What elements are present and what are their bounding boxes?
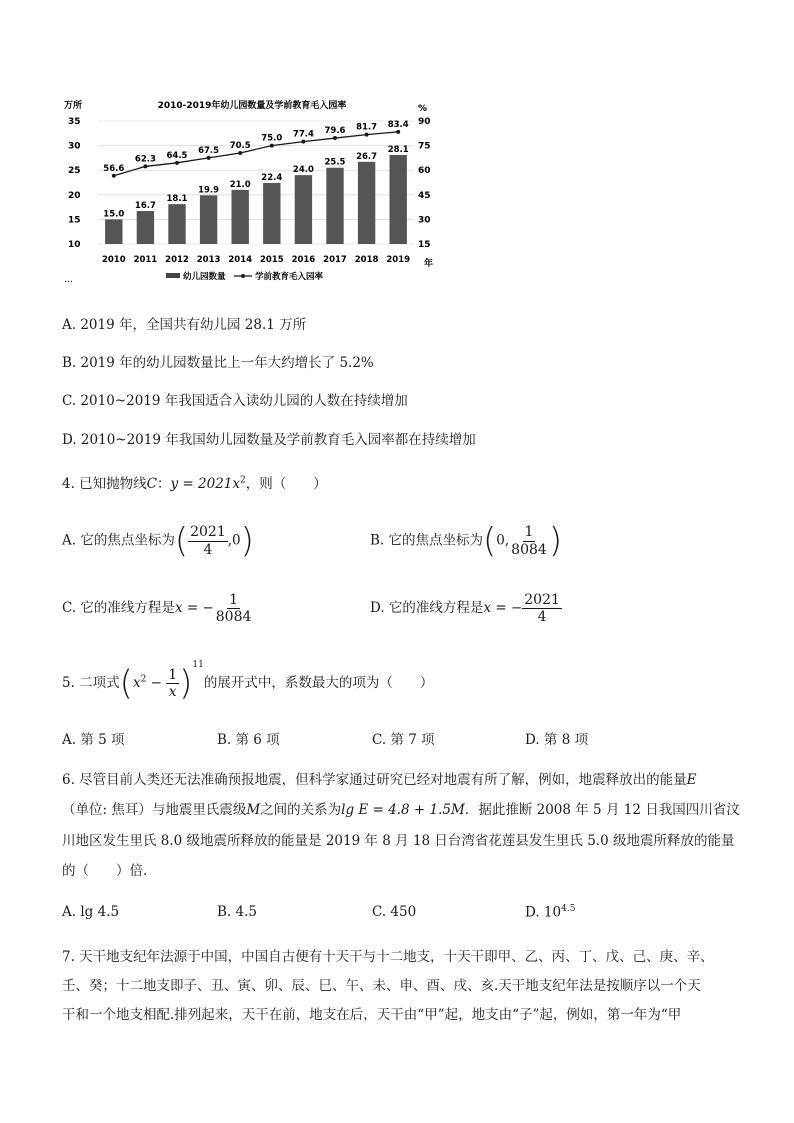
q6-d-base: D. 10 bbox=[525, 904, 562, 921]
q4-exponent: 2 bbox=[240, 475, 246, 486]
bar bbox=[200, 195, 217, 244]
right-tick-label: 30 bbox=[418, 215, 431, 226]
q4-d-fraction bbox=[522, 592, 562, 625]
paren-left: ( bbox=[119, 663, 133, 704]
legend-line-label: 学前教育毛入园率 bbox=[255, 272, 324, 282]
q4-a-denominator: 4 bbox=[203, 541, 213, 558]
q5-power: 11 bbox=[192, 660, 204, 670]
q4-c-numerator: 1 bbox=[229, 592, 239, 608]
line-point bbox=[365, 133, 369, 137]
x-tick-label: 2011 bbox=[133, 255, 158, 265]
q4-stem-text: 4. 已知抛物线 bbox=[62, 476, 147, 492]
q4-colon: ： bbox=[157, 476, 171, 492]
q4-a-tail: ,0 bbox=[227, 532, 241, 549]
q5-option-b: B. 第 6 项 bbox=[217, 732, 280, 748]
line-value-label: 64.5 bbox=[166, 150, 188, 161]
q4-b-label: B. 它的焦点坐标为 bbox=[370, 532, 484, 549]
right-tick-label: 45 bbox=[418, 190, 431, 201]
x-tick-label: 2017 bbox=[323, 255, 347, 265]
q4-c-label: C. 它的准线方程是 bbox=[62, 600, 175, 617]
q6-line-4: 的（ ）倍. bbox=[62, 863, 148, 879]
q6-line-2-b: 之间的关系为 bbox=[260, 802, 342, 818]
q4-option-a bbox=[62, 521, 254, 561]
q5-option-d: D. 第 8 项 bbox=[525, 732, 589, 748]
legend-line-marker bbox=[241, 274, 245, 278]
line-point bbox=[207, 156, 211, 160]
left-tick-label: 10 bbox=[68, 240, 81, 250]
q4-d-label: D. 它的准线方程是 bbox=[370, 600, 484, 617]
line-value-label: 56.6 bbox=[103, 163, 125, 174]
right-tick-label: 75 bbox=[418, 141, 431, 152]
line-point bbox=[270, 144, 274, 148]
paren-left: ( bbox=[174, 521, 189, 561]
paren-right: ) bbox=[240, 521, 254, 561]
q3-option-a: A. 2019 年，全国共有幼儿园 28.1 万所 bbox=[62, 317, 307, 333]
q7-line-1: 7. 天干地支纪年法源于中国，中国自古便有十天干与十二地支，十天干即甲、乙、丙、丁、戊、己、庚、辛、 bbox=[62, 949, 714, 965]
bar-value-label: 16.7 bbox=[134, 201, 156, 212]
q4-option-b bbox=[370, 521, 563, 561]
q6-line-1 bbox=[62, 768, 697, 788]
x-axis-unit: 年 bbox=[424, 259, 434, 269]
right-axis-label: % bbox=[418, 104, 428, 114]
q4-equation: y = 2021x bbox=[170, 476, 241, 492]
bar-value-label: 19.9 bbox=[198, 185, 220, 196]
bar-value-label: 18.1 bbox=[166, 194, 188, 205]
bar bbox=[137, 211, 154, 244]
legend-bar-swatch bbox=[166, 273, 180, 278]
q4-c-fraction bbox=[214, 592, 254, 625]
q5-denominator: x bbox=[168, 684, 177, 700]
q6-m-var: M bbox=[246, 802, 261, 818]
q7-line-2: 壬、癸；十二地支即子、丑、寅、卯、辰、巳、午、未、申、酉、戌、亥.天干地支纪年法是按顺序以一个天 bbox=[62, 978, 701, 994]
line-point bbox=[112, 174, 116, 178]
bar-value-label: 21.0 bbox=[229, 179, 251, 190]
legend-bar-label: 幼儿园数量 bbox=[183, 272, 226, 282]
x-tick-label: 2013 bbox=[196, 255, 221, 265]
q4-b-head: 0, bbox=[496, 532, 510, 549]
bar bbox=[105, 219, 122, 244]
q6-line-2-c: ．据此推断 2008 年 5 月 12 日我国四川省汶 bbox=[464, 802, 740, 818]
q6-line-1-text: 6. 尽管目前人类还无法准确预报地震，但科学家通过研究已经对地震有所了解，例如，地震释放出的能量 bbox=[62, 772, 687, 788]
line-value-label: 75.0 bbox=[261, 133, 283, 144]
q5-stem-tail: 的展开式中，系数最大的项为（ ） bbox=[203, 675, 434, 691]
right-tick-label: 60 bbox=[418, 166, 431, 177]
q3-option-d: D. 2010~2019 年我国幼儿园数量及学前教育毛入园率都在持续增加 bbox=[62, 432, 476, 448]
q5-stem-text: 5. 二项式 bbox=[62, 675, 120, 691]
x-tick-label: 2018 bbox=[354, 255, 379, 265]
q6-line-2 bbox=[62, 798, 740, 818]
q4-stem bbox=[62, 472, 327, 492]
bar bbox=[168, 204, 185, 244]
x-tick-label: 2010 bbox=[101, 255, 126, 265]
bar-value-label: 26.7 bbox=[356, 151, 378, 162]
line-value-label: 70.5 bbox=[229, 140, 251, 151]
q5-stem bbox=[62, 660, 434, 704]
line-value-label: 67.5 bbox=[198, 145, 220, 156]
q4-b-fraction bbox=[509, 524, 549, 557]
bar bbox=[295, 175, 312, 244]
q4-c-eq: x = − bbox=[174, 600, 214, 617]
bar-value-label: 24.0 bbox=[292, 165, 314, 176]
q6-line-3: 川地区发生里氏 8.0 级地震所释放的能量是 2019 年 8 月 18 日台湾省花莲县发生里氏 5.0 级地震所释放的能量 bbox=[62, 833, 735, 849]
bar bbox=[326, 168, 343, 244]
left-tick-label: 20 bbox=[68, 190, 81, 201]
q5-minus: − bbox=[146, 675, 167, 691]
line-value-label: 79.6 bbox=[324, 126, 346, 137]
q4-d-eq: x = − bbox=[483, 600, 523, 617]
paren-right: ) bbox=[548, 521, 563, 561]
x-tick-label: 2014 bbox=[228, 255, 253, 265]
q4-stem-tail: ，则（ ） bbox=[245, 476, 327, 492]
bar bbox=[232, 190, 249, 244]
q6-option-c: C. 450 bbox=[372, 904, 417, 920]
right-tick-label: 15 bbox=[418, 240, 431, 250]
q6-option-a: A. lg 4.5 bbox=[62, 904, 120, 920]
q4-d-numerator: 2021 bbox=[524, 592, 560, 608]
q6-line-2-a: （单位: 焦耳）与地震里氏震级 bbox=[62, 802, 247, 818]
line-value-label: 62.3 bbox=[134, 154, 156, 165]
chart-footnote-marker: … bbox=[64, 275, 73, 285]
q3-option-b: B. 2019 年的幼儿园数量比上一年大约增长了 5.2% bbox=[62, 355, 374, 371]
line-point bbox=[143, 164, 147, 168]
line-point bbox=[175, 161, 179, 165]
q5-square: 2 bbox=[140, 674, 147, 685]
q4-b-denominator: 8084 bbox=[511, 541, 547, 558]
chart-title: 2010-2019年幼儿园数量及学前教育毛入园率 bbox=[157, 101, 347, 111]
line-point bbox=[301, 140, 305, 144]
x-tick-label: 2016 bbox=[291, 255, 316, 265]
q4-c-var: C bbox=[146, 476, 158, 492]
q5-numerator: 1 bbox=[168, 666, 178, 683]
line-point bbox=[333, 136, 337, 140]
q7-line-3: 干和一个地支相配.排列起来，天干在前，地支在后，天干由“甲”起，地支由“子”起，例如，第一年为“甲 bbox=[62, 1007, 682, 1023]
q6-d-exponent: 4.5 bbox=[561, 904, 576, 914]
line-point bbox=[396, 130, 400, 134]
paren-left: ( bbox=[483, 521, 497, 561]
q3-option-c: C. 2010~2019 年我国适合入读幼儿园的人数在持续增加 bbox=[62, 393, 408, 409]
x-tick-label: 2012 bbox=[165, 255, 189, 265]
x-tick-label: 2015 bbox=[259, 255, 284, 265]
x-tick-label: 2019 bbox=[386, 255, 411, 265]
paren-right: ) bbox=[179, 663, 193, 704]
line-point bbox=[238, 151, 242, 155]
q5-fraction bbox=[166, 667, 179, 700]
q4-b-numerator: 1 bbox=[524, 524, 534, 541]
q4-a-numerator: 2021 bbox=[190, 524, 226, 541]
left-tick-label: 35 bbox=[68, 117, 81, 127]
bar-value-label: 28.1 bbox=[387, 144, 409, 155]
line-value-label: 77.4 bbox=[292, 129, 314, 140]
q4-c-denominator: 8084 bbox=[215, 609, 252, 626]
bar-value-label: 22.4 bbox=[261, 172, 283, 183]
bar bbox=[358, 162, 375, 244]
left-tick-label: 15 bbox=[68, 215, 81, 226]
q5-option-c: C. 第 7 项 bbox=[372, 732, 435, 748]
q4-option-c bbox=[62, 592, 253, 625]
bar bbox=[263, 183, 280, 244]
enrollment-chart bbox=[62, 96, 434, 292]
left-tick-label: 30 bbox=[68, 141, 81, 152]
q4-a-label: A. 它的焦点坐标为 bbox=[62, 532, 175, 549]
left-tick-label: 25 bbox=[68, 166, 81, 177]
q4-option-d bbox=[370, 592, 562, 625]
q5-option-a: A. 第 5 项 bbox=[62, 732, 125, 748]
q6-formula: lg E = 4.8 + 1.5M bbox=[341, 802, 465, 818]
left-axis-label: 万所 bbox=[64, 101, 83, 111]
bar-value-label: 15.0 bbox=[103, 209, 125, 220]
chart-legend bbox=[166, 271, 324, 282]
q4-a-fraction bbox=[188, 524, 228, 557]
line-value-label: 81.7 bbox=[356, 122, 378, 133]
line-value-label: 83.4 bbox=[387, 119, 409, 130]
right-tick-label: 90 bbox=[418, 117, 431, 127]
q6-option-b: B. 4.5 bbox=[217, 904, 257, 920]
q4-d-denominator: 4 bbox=[537, 609, 547, 626]
q6-option-d bbox=[525, 904, 575, 921]
bar-value-label: 25.5 bbox=[324, 157, 346, 168]
bar bbox=[390, 155, 407, 244]
q5-x: x bbox=[132, 675, 141, 691]
q6-e-var: E bbox=[686, 772, 697, 788]
